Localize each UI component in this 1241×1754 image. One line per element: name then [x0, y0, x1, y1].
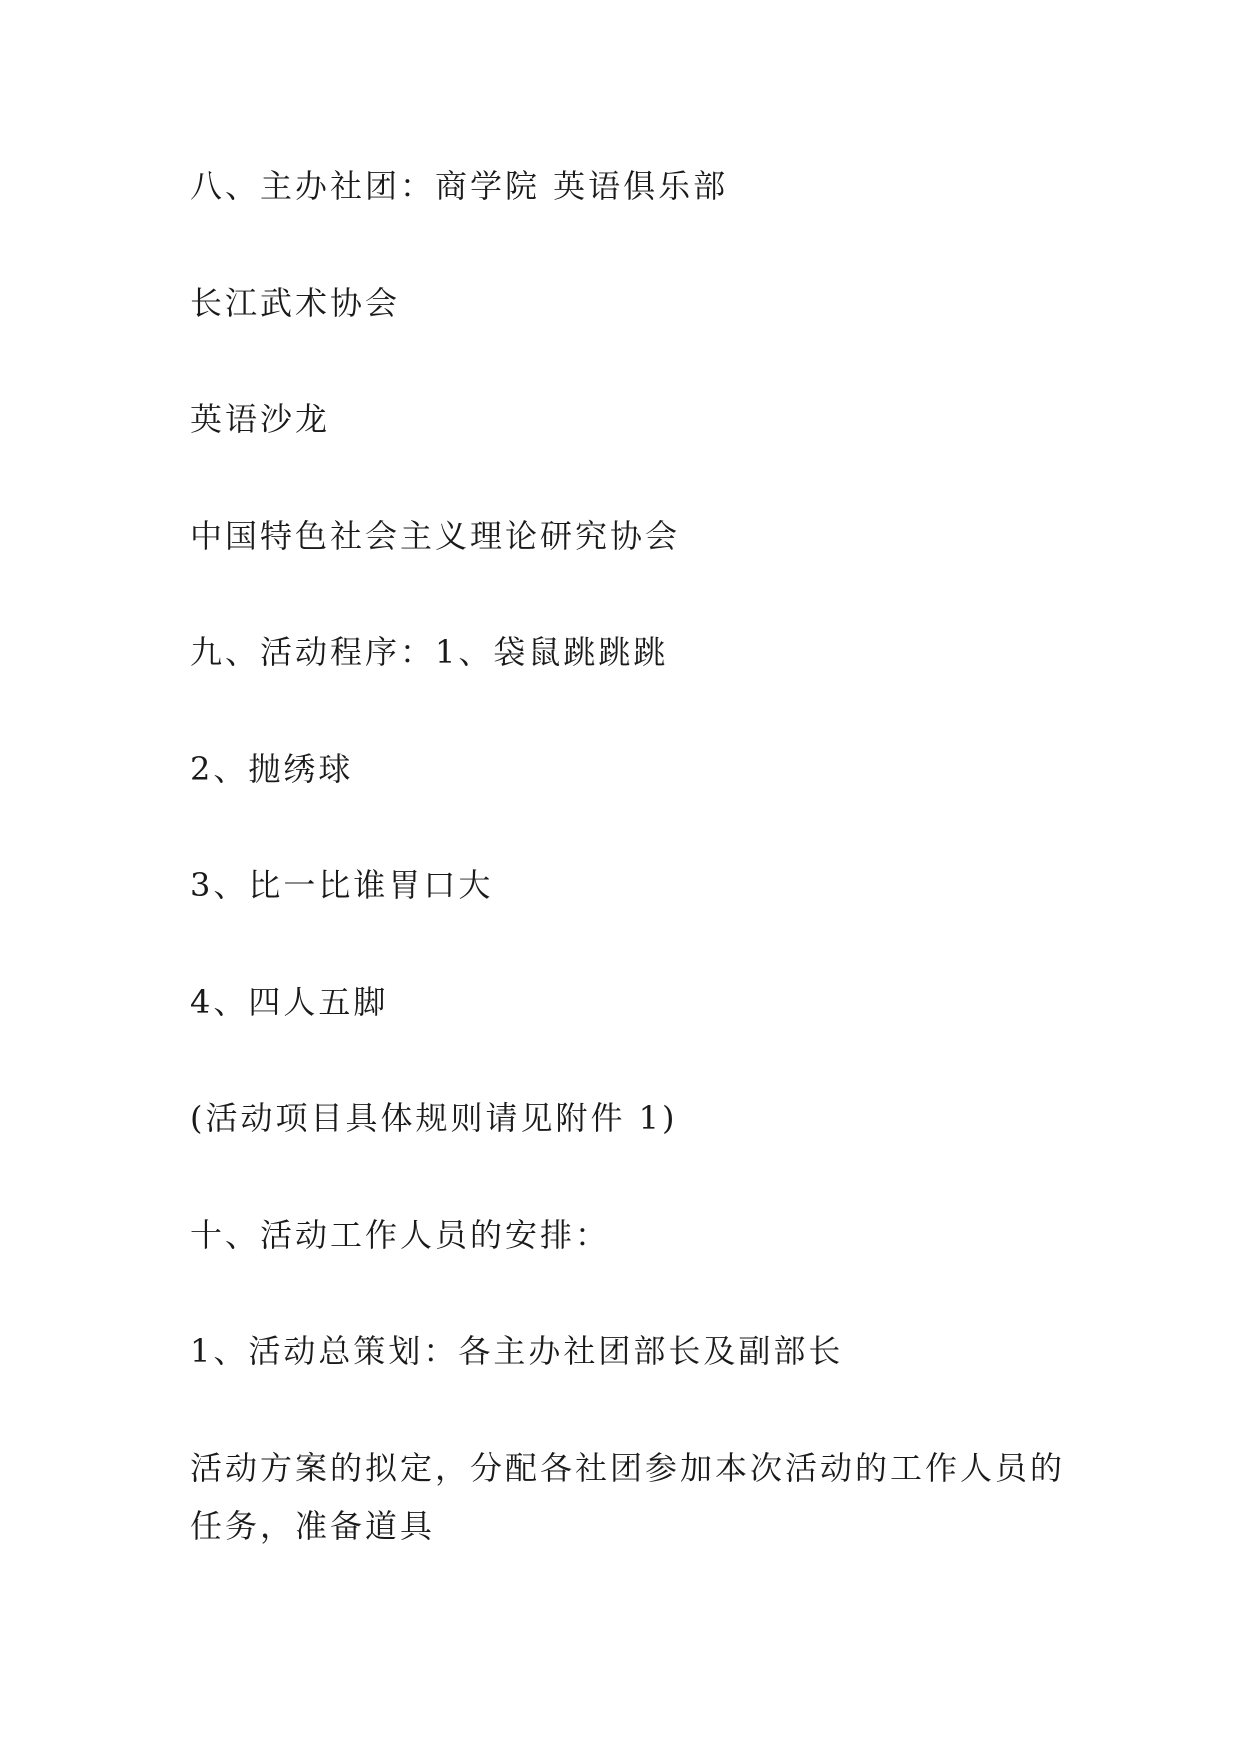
program-item-2: 2、抛绣球 — [190, 750, 354, 788]
organizer-wushu-association: 长江武术协会 — [190, 284, 401, 322]
section-ten-staff: 十、活动工作人员的安排： — [190, 1216, 611, 1254]
program-item-4: 4、四人五脚 — [190, 983, 389, 1021]
program-item-3: 3、比一比谁胃口大 — [190, 866, 494, 904]
organizer-theory-association: 中国特色社会主义理论研究协会 — [190, 517, 681, 555]
organizer-english-salon: 英语沙龙 — [190, 400, 331, 438]
section-nine-program: 九、活动程序：1、袋鼠跳跳跳 — [190, 633, 669, 671]
section-eight-organizers: 八、主办社团：商学院 英语俱乐部 — [190, 167, 729, 205]
rules-note: (活动项目具体规则请见附件 1) — [190, 1099, 678, 1137]
staff-item-1: 1、活动总策划：各主办社团部长及副部长 — [190, 1332, 844, 1370]
staff-item-1-description: 活动方案的拟定，分配各社团参加本次活动的工作人员的任务，准备道具 — [190, 1449, 1066, 1545]
